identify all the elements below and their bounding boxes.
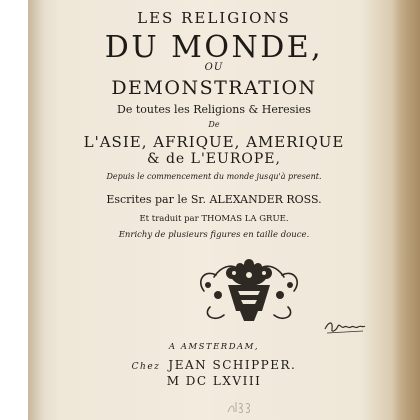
regions-line-8: & de L'EUROPE, bbox=[147, 151, 281, 167]
title-line-1: LES RELIGIONS bbox=[137, 9, 291, 27]
title-line-4: DEMONSTRATION bbox=[111, 77, 317, 99]
imprint-year: M DC LXVIII bbox=[166, 374, 262, 388]
handwritten-signature-icon bbox=[323, 317, 367, 337]
translator-line: Et traduit par THOMAS LA GRUE. bbox=[139, 214, 289, 224]
subtitle-line-5: De toutes les Religions & Heresies bbox=[117, 103, 311, 116]
subtitle-line-6: De bbox=[208, 120, 220, 129]
pencil-annotation-icon bbox=[226, 398, 252, 416]
title-page bbox=[44, 0, 384, 420]
regions-line-7: L'ASIE, AFRIQUE, AMERIQUE bbox=[83, 133, 345, 151]
imprint-publisher: JEAN SCHIPPER. bbox=[168, 358, 297, 372]
title-line-3: OU bbox=[204, 62, 224, 73]
illustrations-line: Enrichy de plusieurs figures en taille douce. bbox=[118, 230, 310, 240]
imprint-chez: Chez bbox=[131, 362, 161, 372]
imprint-publisher-line bbox=[44, 358, 384, 372]
author-line: Escrites par le Sr. ALEXANDER ROSS. bbox=[106, 193, 322, 206]
imprint-city: A AMSTERDAM, bbox=[168, 342, 260, 352]
page-edge-shadow bbox=[392, 0, 420, 420]
subtitle-line-9: Depuis le commencement du monde jusqu'à present. bbox=[106, 172, 322, 181]
floral-basket-vignette-icon bbox=[194, 255, 304, 327]
title-line-2: DU MONDE, bbox=[104, 30, 324, 65]
